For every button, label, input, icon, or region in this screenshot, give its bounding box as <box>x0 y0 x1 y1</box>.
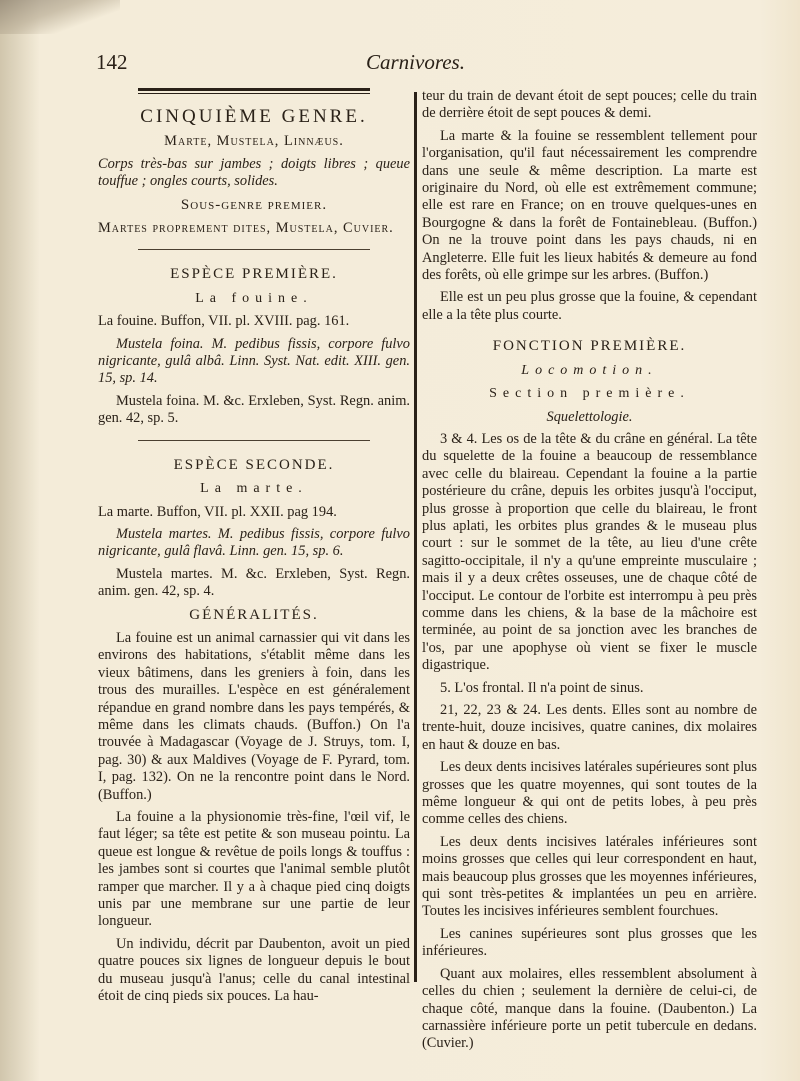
paragraph: 21, 22, 23 & 24. Les dents. Elles sont au nombre de trente-huit, douze incisives, quatre canines, dix molaires en haut & douze en bas. <box>422 702 757 753</box>
genre-description: Corps très-bas sur jambes ; doigts libres ; queue touffue ; ongles courts, solides. <box>98 155 410 190</box>
squelettologie-heading: Squelettologie. <box>546 408 633 425</box>
espece1-title: ESPÈCE PREMIÈRE. <box>170 266 338 283</box>
espece2-synonym-erxleben: Mustela martes. M. &c. Erxleben, Syst. Regn. anim. gen. 42, sp. 4. <box>98 565 410 600</box>
paragraph: Quant aux molaires, elles ressemblent absolument à celles du chien ; seulement la dernière de celui-ci, de chaque côté, manque dans la fouine. (Daubenton.) La carnassière inférieure porte un petit tubercule en dedans. (Cuvier.) <box>422 965 757 1052</box>
paragraph: Les canines supérieures sont plus grosses que les inférieures. <box>422 925 757 960</box>
page-header <box>96 50 764 80</box>
paragraph: Elle est un peu plus grosse que la fouine, & cependant elle a la tête plus courte. <box>422 289 757 323</box>
right-column <box>422 88 757 1058</box>
espece1-synonym-linnaeus: Mustela foina. M. pedibus fissis, corpore fulvo nigricante, gulâ albâ. Linn. Syst. Nat. edit. XIII. gen. 15, sp. 14. <box>98 335 410 387</box>
espece1-name: La fouine. <box>195 290 313 306</box>
running-title: Carnivores. <box>366 50 465 74</box>
locomotion-heading: Locomotion. <box>521 362 658 378</box>
espece2-name: La marte. <box>200 481 308 497</box>
paragraph: teur du train de devant étoit de sept pouces; celle du train de derrière étoit de sept pouces & demi. <box>422 88 757 122</box>
page-corner <box>0 0 120 34</box>
genre-name: Marte, Mustela, Linnæus. <box>164 133 344 150</box>
espece2-title: ESPÈCE SECONDE. <box>173 456 335 473</box>
espece2-reference: La marte. Buffon, VII. pl. XXII. pag 194. <box>98 503 337 520</box>
section-rule <box>138 440 370 441</box>
paragraph: Les deux dents incisives latérales inférieures sont moins grosses que celles qui leur correspondent en haut, mais beaucoup plus grosses que les moyennes inférieures, qui sont très-petites & implantées un peu en arrière. Toutes les incisives inférieures semblent fourchues. <box>422 833 757 920</box>
espece1-synonym-erxleben: Mustela foina. M. &c. Erxleben, Syst. Regn. anim. gen. 42, sp. 5. <box>98 392 410 427</box>
page-number: 142 <box>96 50 128 74</box>
top-rule <box>138 88 370 94</box>
espece2-synonym-linnaeus: Mustela martes. M. pedibus fissis, corpore fulvo nigricante, gulâ flavâ. Linn. gen. 15, sp. 6. <box>98 525 410 560</box>
sous-genre-title: Sous-genre premier. <box>180 196 328 213</box>
paragraph: La marte & la fouine se ressemblent tellement pour l'organisation, qu'il faut nécessairement les comprendre dans une seule & même description. La marte est originaire du Nord, où elle est extrêmement commune; elle est rare en France; on en trouve quelques-unes en Bourgogne & dans la forêt de Fontainebleau. (Buffon.) On ne la trouve point dans les pays chauds, ni en Angleterre. Elle fuit les lieux habités & demeure au fond des forêts, où elle grimpe sur les arbres. (Buffon.) <box>422 127 757 284</box>
section-heading: Section première. <box>489 386 690 402</box>
genre-title: CINQUIÈME GENRE. <box>140 106 368 127</box>
paragraph: 3 & 4. Les os de la tête & du crâne en général. La tête du squelette de la fouine a beaucoup de ressemblance avec celle du blaireau. Cependant la fouine a la partie postérieure du crâne, depuis les orbites jusqu'à l'occiput, plus grosse à proportion que celle du blaireau, le front plus aplati, les orbites plus grandes & le museau plus court : sur le sommet de la tête, au lieu d'une crête sagitto-occipitale, il n'y a qu'une empreinte musculaire ; mais il y a deux crêtes osseuses, une de chaque côté de l'occiput. Le contour de l'orbite est interrompu à peu près comme dans les chiens, & la base de la mâchoire est terminée, au point de sa jonction avec les branches de l'os, par une apophyse où vient se fixer le muscle digastrique. <box>422 430 757 674</box>
paragraph: Un individu, décrit par Daubenton, avoit un pied quatre pouces six lignes de longueur depuis le bout du museau jusqu'à l'anus; celle du canal intestinal étoit de cinq pieds six pouces. La hau- <box>98 935 410 1005</box>
fonction-title: FONCTION PREMIÈRE. <box>492 338 687 355</box>
sous-genre-description: Martes proprement dites, Mustela, Cuvier. <box>98 220 394 237</box>
espece1-reference: La fouine. Buffon, VII. pl. XVIII. pag. 161. <box>98 313 350 330</box>
paragraph: La fouine a la physionomie très-fine, l'œil vif, le faut léger; sa tête est petite & son museau pointu. La queue est longue & revêtue de poils longs & touffus : les jambes sont si courtes que l'animal semble plutôt ramper que marcher. Il y a à chaque pied cinq doigts unis par une membrane sur une partie de leur longueur. <box>98 809 410 930</box>
section-rule <box>138 249 370 250</box>
paragraph: 5. L'os frontal. Il n'a point de sinus. <box>440 679 644 696</box>
left-column <box>98 88 410 1010</box>
column-divider <box>414 92 417 982</box>
paragraph: La fouine est un animal carnassier qui vit dans les environs des habitations, s'établit même dans les vieux bâtimens, dans les greniers à foin, dans les trous des murailles. L'espèce en est généralement répandue en grand nombre dans les pays tempérés, & même dans les climats chauds. (Buffon.) On l'a trouvée à Madagascar (Voyage de J. Struys, tom. I, pag. 30) & aux Maldives (Voyage de F. Pyrard, tom. I, pag. 132). On ne la rencontre point dans le Nord. (Buffon.) <box>98 629 410 803</box>
generalites-title: GÉNÉRALITÉS. <box>189 606 319 623</box>
paragraph: Les deux dents incisives latérales supérieures sont plus grosses que les quatre moyennes, qui sont toutes de la même longueur & qui ont de petits lobes, à peu près comme celles des chiens. <box>422 759 757 828</box>
page-shadow <box>0 0 40 1081</box>
